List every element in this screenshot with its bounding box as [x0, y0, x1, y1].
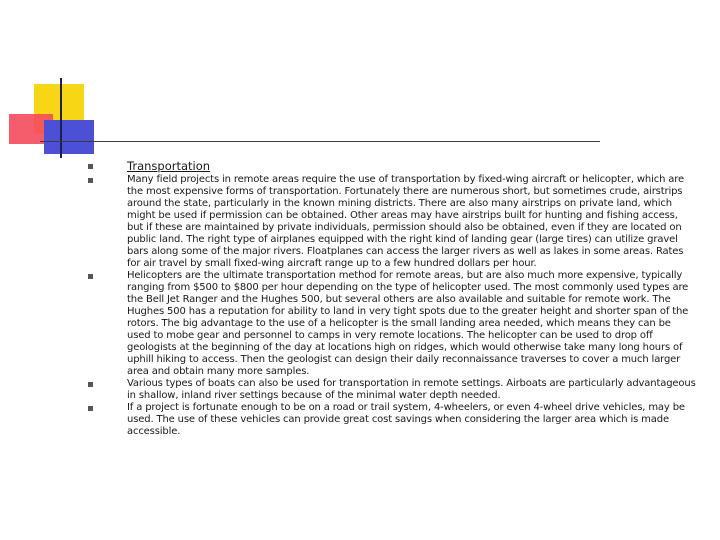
bullet-icon: [88, 274, 93, 279]
paragraph-boats: Various types of boats can also be used for transportation in remote settings. Airboats are particularly advantageous in shallow, inland river settings because of the minimal water depth needed.: [127, 378, 696, 401]
logo-vertical-line: [60, 78, 62, 158]
slide-logo-decoration: [0, 0, 140, 170]
paragraph-aircraft: Many field projects in remote areas require the use of transportation by fixed-wing aircraft or helicopter, which are the most expensive forms of transportation. Fortunately there are numerous short, but sometimes crude, airstrips around the state, particularly in the known mining districts. There are also many airstrips on private land, which might be used if permission can be obtained. Other areas may have airstrips built for hunting and fishing access, but if these are maintained by private individuals, permission should also be obtained, even if they are located on public land. The right type of airplanes equipped with the right kind of landing gear (large tires) can utilize gravel bars along some of the major rivers. Floatplanes can access the larger rivers as well as lakes in some areas. Rates for air travel by small fixed-wing aircraft range up to a few hundred dollars per hour.: [127, 174, 685, 269]
list-item: [84, 174, 696, 270]
bullet-icon: [88, 164, 93, 169]
list-item: [84, 402, 696, 438]
list-item: [84, 378, 696, 402]
bullet-icon: [88, 382, 93, 387]
list-item: [84, 270, 696, 378]
title-divider-line: [40, 141, 600, 142]
section-title: Transportation: [127, 159, 211, 173]
paragraph-helicopters: Helicopters are the ultimate transportation method for remote areas, but are also much more expensive, typically ranging from $500 to $800 per hour depending on the type of helicopter used. The most commonly used types are the Bell Jet Ranger and the Hughes 500, but several others are also available and suitable for remote work. The Hughes 500 has a reputation for ability to land in very tight spots due to the greater height and shorter span of the rotors. The big advantage to the use of a helicopter is the small landing area needed, which means they can be used to mobe gear and personnel to camps in very remote locations. The helicopter can be used to drop off geologists at the beginning of the day at locations high on ridges, which would otherwise take many long hours of uphill hiking to access. Then the geologist can design their daily reconnaissance traverses to cover a much larger area and obtain many more samples.: [127, 270, 689, 377]
logo-blue-square: [44, 120, 94, 154]
slide-content: [84, 160, 696, 438]
list-item: [84, 160, 696, 173]
paragraph-vehicles: If a project is fortunate enough to be on a road or trail system, 4-wheelers, or even 4-wheel drive vehicles, may be used. The use of these vehicles can provide great cost savings when considering the larger area which is made accessible.: [127, 402, 685, 437]
bullet-icon: [88, 178, 93, 183]
bullet-icon: [88, 406, 93, 411]
